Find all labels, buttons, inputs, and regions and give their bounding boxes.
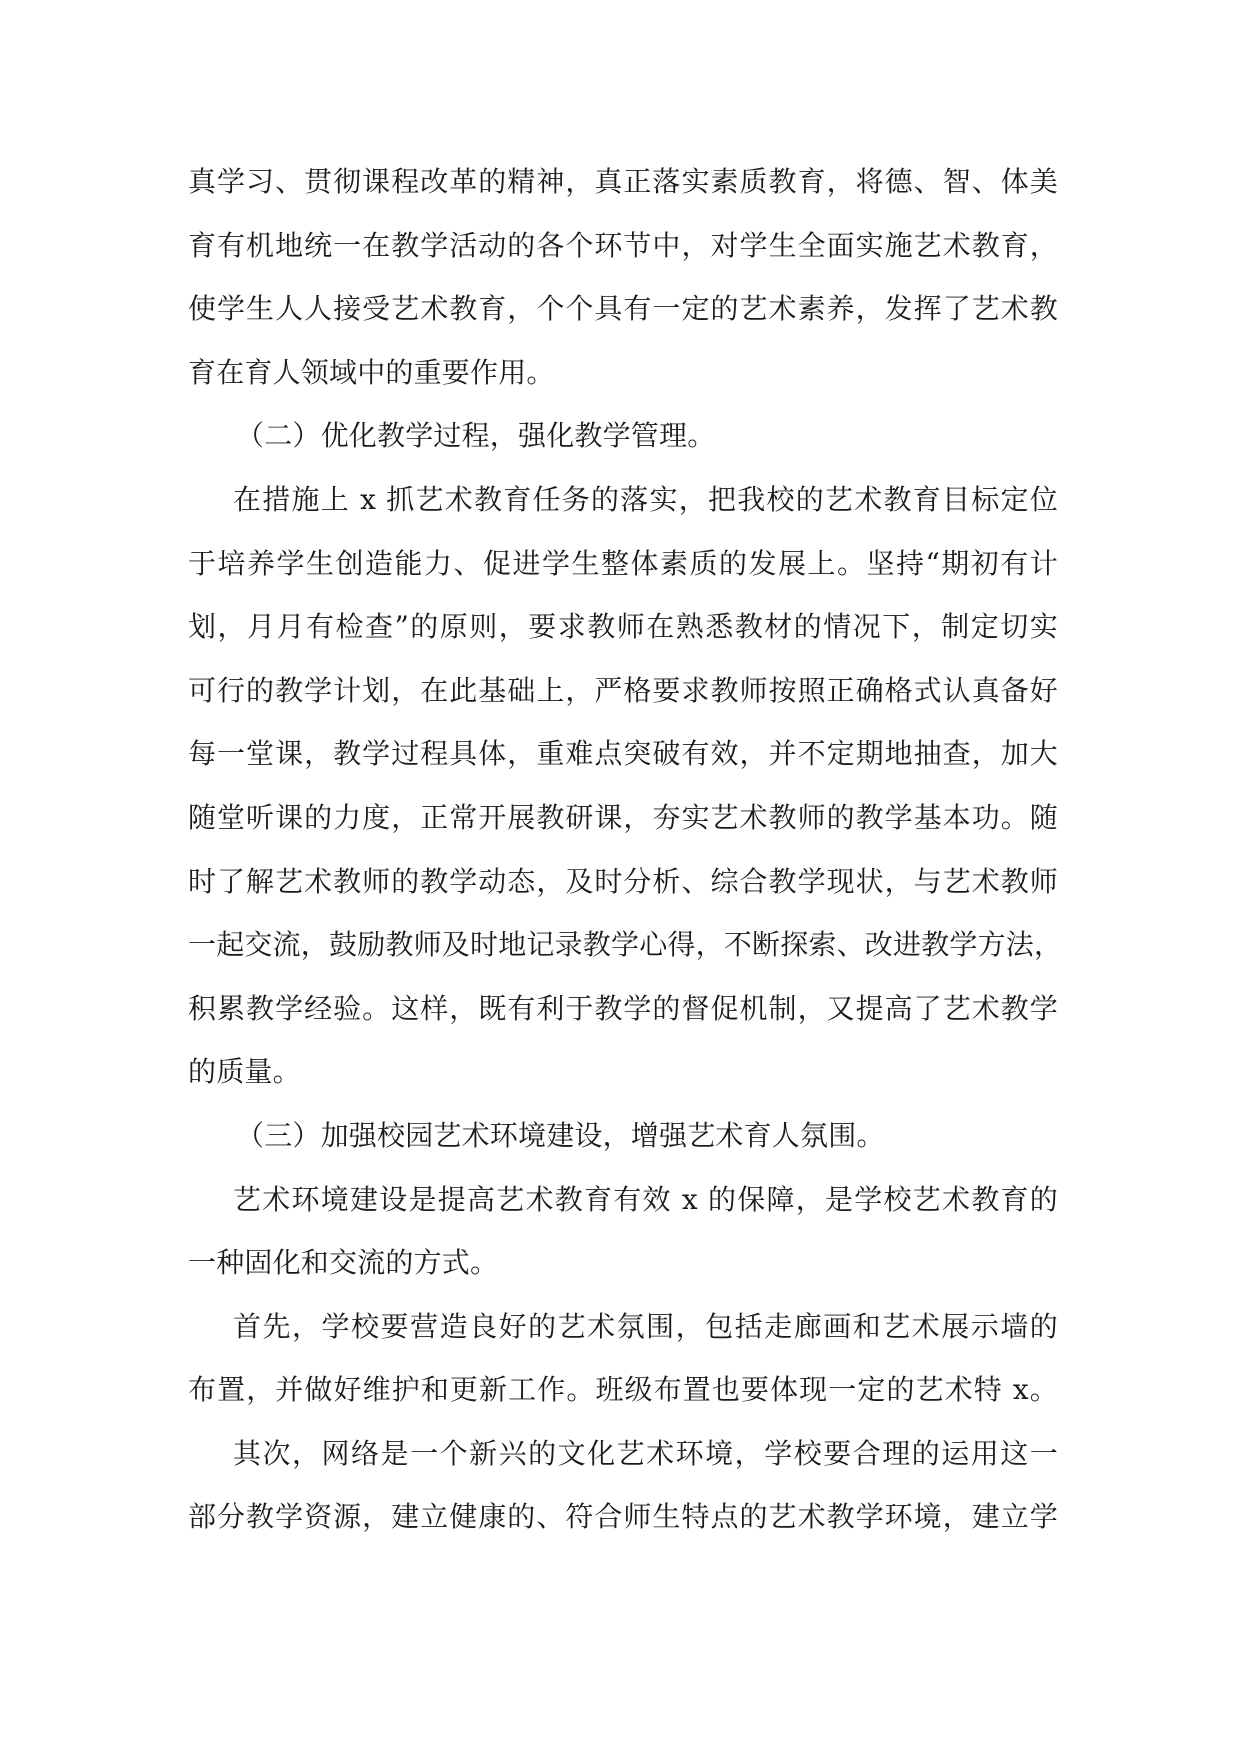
text-line: 每一堂课，教学过程具体，重难点突破有效，并不定期地抽查，加大 [188, 737, 1058, 771]
text-line: 时了解艺术教师的教学动态，及时分析、综合教学现状，与艺术教师 [188, 864, 1058, 898]
section-heading: （三）加强校园艺术环境建设，增强艺术育人氛围。 [236, 1118, 885, 1152]
text-line: 划，月月有检查”的原则，要求教师在熟悉教材的情况下，制定切实 [188, 610, 1058, 644]
section-heading: （二）优化教学过程，强化教学管理。 [236, 419, 716, 453]
text-line: 真学习、贯彻课程改革的精神，真正落实素质教育，将德、智、体美 [188, 165, 1058, 198]
text-line: 随堂听课的力度，正常开展教研课，夯实艺术教师的教学基本功。随 [188, 800, 1058, 834]
text-line: 的质量。 [188, 1055, 301, 1089]
document-body [188, 150, 1063, 1549]
text-line: 其次，网络是一个新兴的文化艺术环境，学校要合理的运用这一 [233, 1436, 1058, 1470]
text-line: 一起交流，鼓励教师及时地记录教学心得，不断探索、改进教学方法， [188, 928, 1063, 962]
text-line: 可行的教学计划，在此基础上，严格要求教师按照正确格式认真备好 [188, 673, 1058, 707]
text-line: 使学生人人接受艺术教育，个个具有一定的艺术素养，发挥了艺术教 [188, 292, 1058, 326]
text-line: 育有机地统一在教学活动的各个环节中，对学生全面实施艺术教育， [188, 228, 1058, 262]
text-line: 一种固化和交流的方式。 [188, 1246, 499, 1280]
text-line: 积累教学经验。这样，既有利于教学的督促机制，又提高了艺术教学 [188, 991, 1058, 1025]
text-line: 在措施上 x 抓艺术教育任务的落实，把我校的艺术教育目标定位 [233, 482, 1058, 516]
text-line: 育在育人领域中的重要作用。 [188, 355, 555, 389]
text-line: 布置，并做好维护和更新工作。班级布置也要体现一定的艺术特 x。 [188, 1373, 1058, 1407]
text-line: 首先，学校要营造良好的艺术氛围，包括走廊画和艺术展示墙的 [233, 1309, 1058, 1343]
text-line: 于培养学生创造能力、促进学生整体素质的发展上。坚持“期初有计 [188, 546, 1058, 580]
text-line: 艺术环境建设是提高艺术教育有效 x 的保障，是学校艺术教育的 [233, 1182, 1058, 1216]
text-line: 部分教学资源，建立健康的、符合师生特点的艺术教学环境，建立学 [188, 1500, 1058, 1534]
